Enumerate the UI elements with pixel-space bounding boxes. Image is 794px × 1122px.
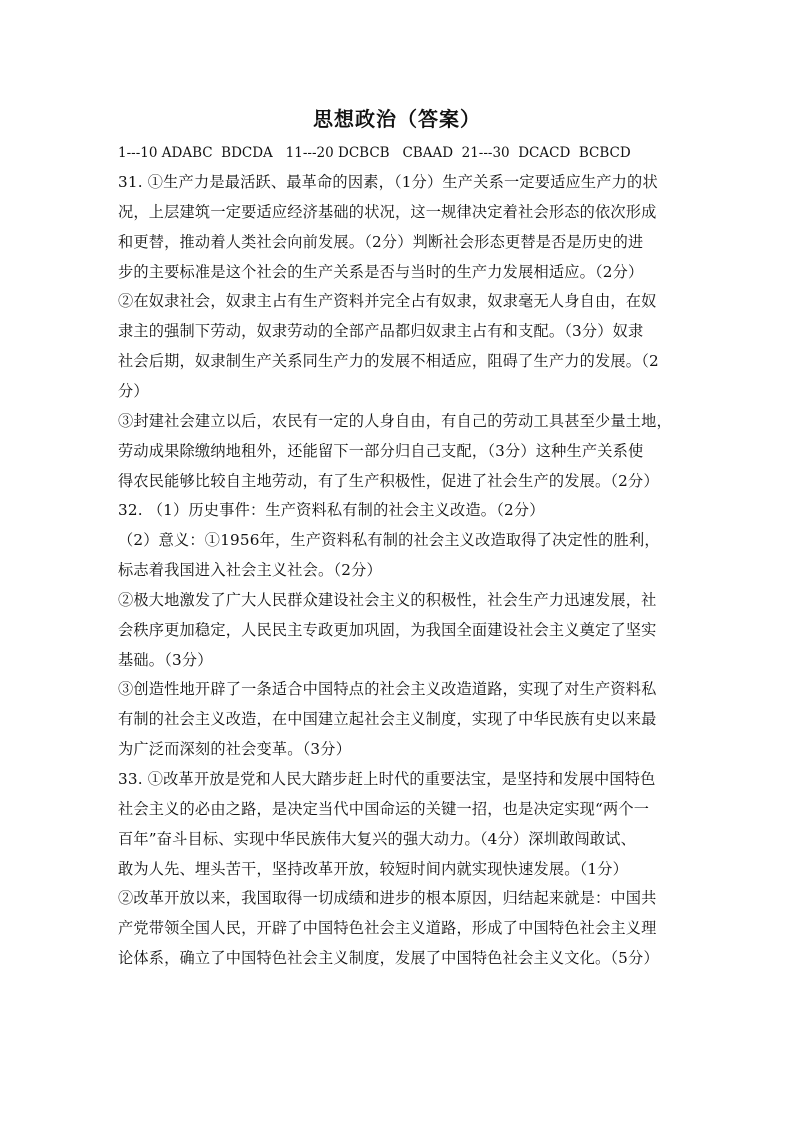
text-line: 论体系，确立了中国特色社会主义制度，发展了中国特色社会主义文化。（5分） xyxy=(118,949,659,968)
text-line: 基础。（3分） xyxy=(118,650,213,669)
text-line: 敢为人先、埋头苦干，坚持改革开放，较短时间内就实现快速发展。（1分） xyxy=(118,859,629,878)
text-line: ②改革开放以来，我国取得一切成绩和进步的根本原因，归结起来就是：中国共 xyxy=(118,889,657,908)
page-title: 思想政治（答案） xyxy=(313,107,481,131)
text-line: ②极大地激发了广大人民群众建设社会主义的积极性，社会生产力迅速发展，社 xyxy=(118,590,657,609)
text-line: 劳动成果除缴纳地租外，还能留下一部分归自己支配，（3分）这种生产关系使 xyxy=(118,441,644,460)
text-line: 有制的社会主义改造，在中国建立起社会主义制度，实现了中华民族有史以来最 xyxy=(118,710,657,729)
text-line: 分） xyxy=(118,381,149,400)
text-line: 31. ①生产力是最活跃、最革命的因素，（1分）生产关系一定要适应生产力的状 xyxy=(118,173,658,191)
text-line: 社会后期，奴隶制生产关系同生产力的发展不相适应，阻碍了生产力的发展。（2 xyxy=(118,352,659,371)
text-line: ③封建社会建立以后，农民有一定的人身自由，有自己的劳动工具甚至少量土地， xyxy=(118,411,672,430)
text-line: ③创造性地开辟了一条适合中国特点的社会主义改造道路，实现了对生产资料私 xyxy=(118,680,657,699)
text-line: 33. ①改革开放是党和人民大踏步赶上时代的重要法宝，是坚持和发展中国特色 xyxy=(118,770,656,788)
text-line: 百年”奋斗目标、实现中华民族伟大复兴的强大动力。（4分）深圳敢闯敢试、 xyxy=(118,829,637,848)
text-line: 为广泛而深刻的社会变革。（3分） xyxy=(118,740,352,759)
text-line: ②在奴隶社会，奴隶主占有生产资料并完全占有奴隶，奴隶毫无人身自由，在奴 xyxy=(118,292,657,311)
text-line: 步的主要标准是这个社会的生产关系是否与当时的生产力发展相适应。（2分） xyxy=(118,262,644,281)
text-line: 况，上层建筑一定要适应经济基础的状况，这一规律决定着社会形态的依次形成 xyxy=(118,202,657,221)
text-line: 社会主义的必由之路，是决定当代中国命运的关键一招，也是决定实现“两个一 xyxy=(118,799,650,818)
text-line: 会秩序更加稳定，人民民主专政更加巩固，为我国全面建设社会主义奠定了坚实 xyxy=(118,620,657,639)
text-line: 得农民能够比较自主地劳动，有了生产积极性，促进了社会生产的发展。（2分） xyxy=(118,471,659,490)
text-line: 和更替，推动着人类社会向前发展。（2分）判断社会形态更替是否是历史的进 xyxy=(118,232,644,251)
text-line: 标志着我国进入社会主义社会。（2分） xyxy=(118,561,382,580)
text-line: （2）意义：①1956年，生产资料私有制的社会主义改造取得了决定性的胜利， xyxy=(118,531,660,550)
multiple-choice-answers: 1---10 ADABC BDCDA 11---20 DCBCB CBAAD 21---30 DCACD BCBCD xyxy=(118,145,631,161)
text-line: 32. （1）历史事件：生产资料私有制的社会主义改造。（2分） xyxy=(118,501,545,520)
text-line: 产党带领全国人民，开辟了中国特色社会主义道路，形成了中国特色社会主义理 xyxy=(118,919,657,938)
text-line: 隶主的强制下劳动，奴隶劳动的全部产品都归奴隶主占有和支配。（3分）奴隶 xyxy=(118,322,644,341)
